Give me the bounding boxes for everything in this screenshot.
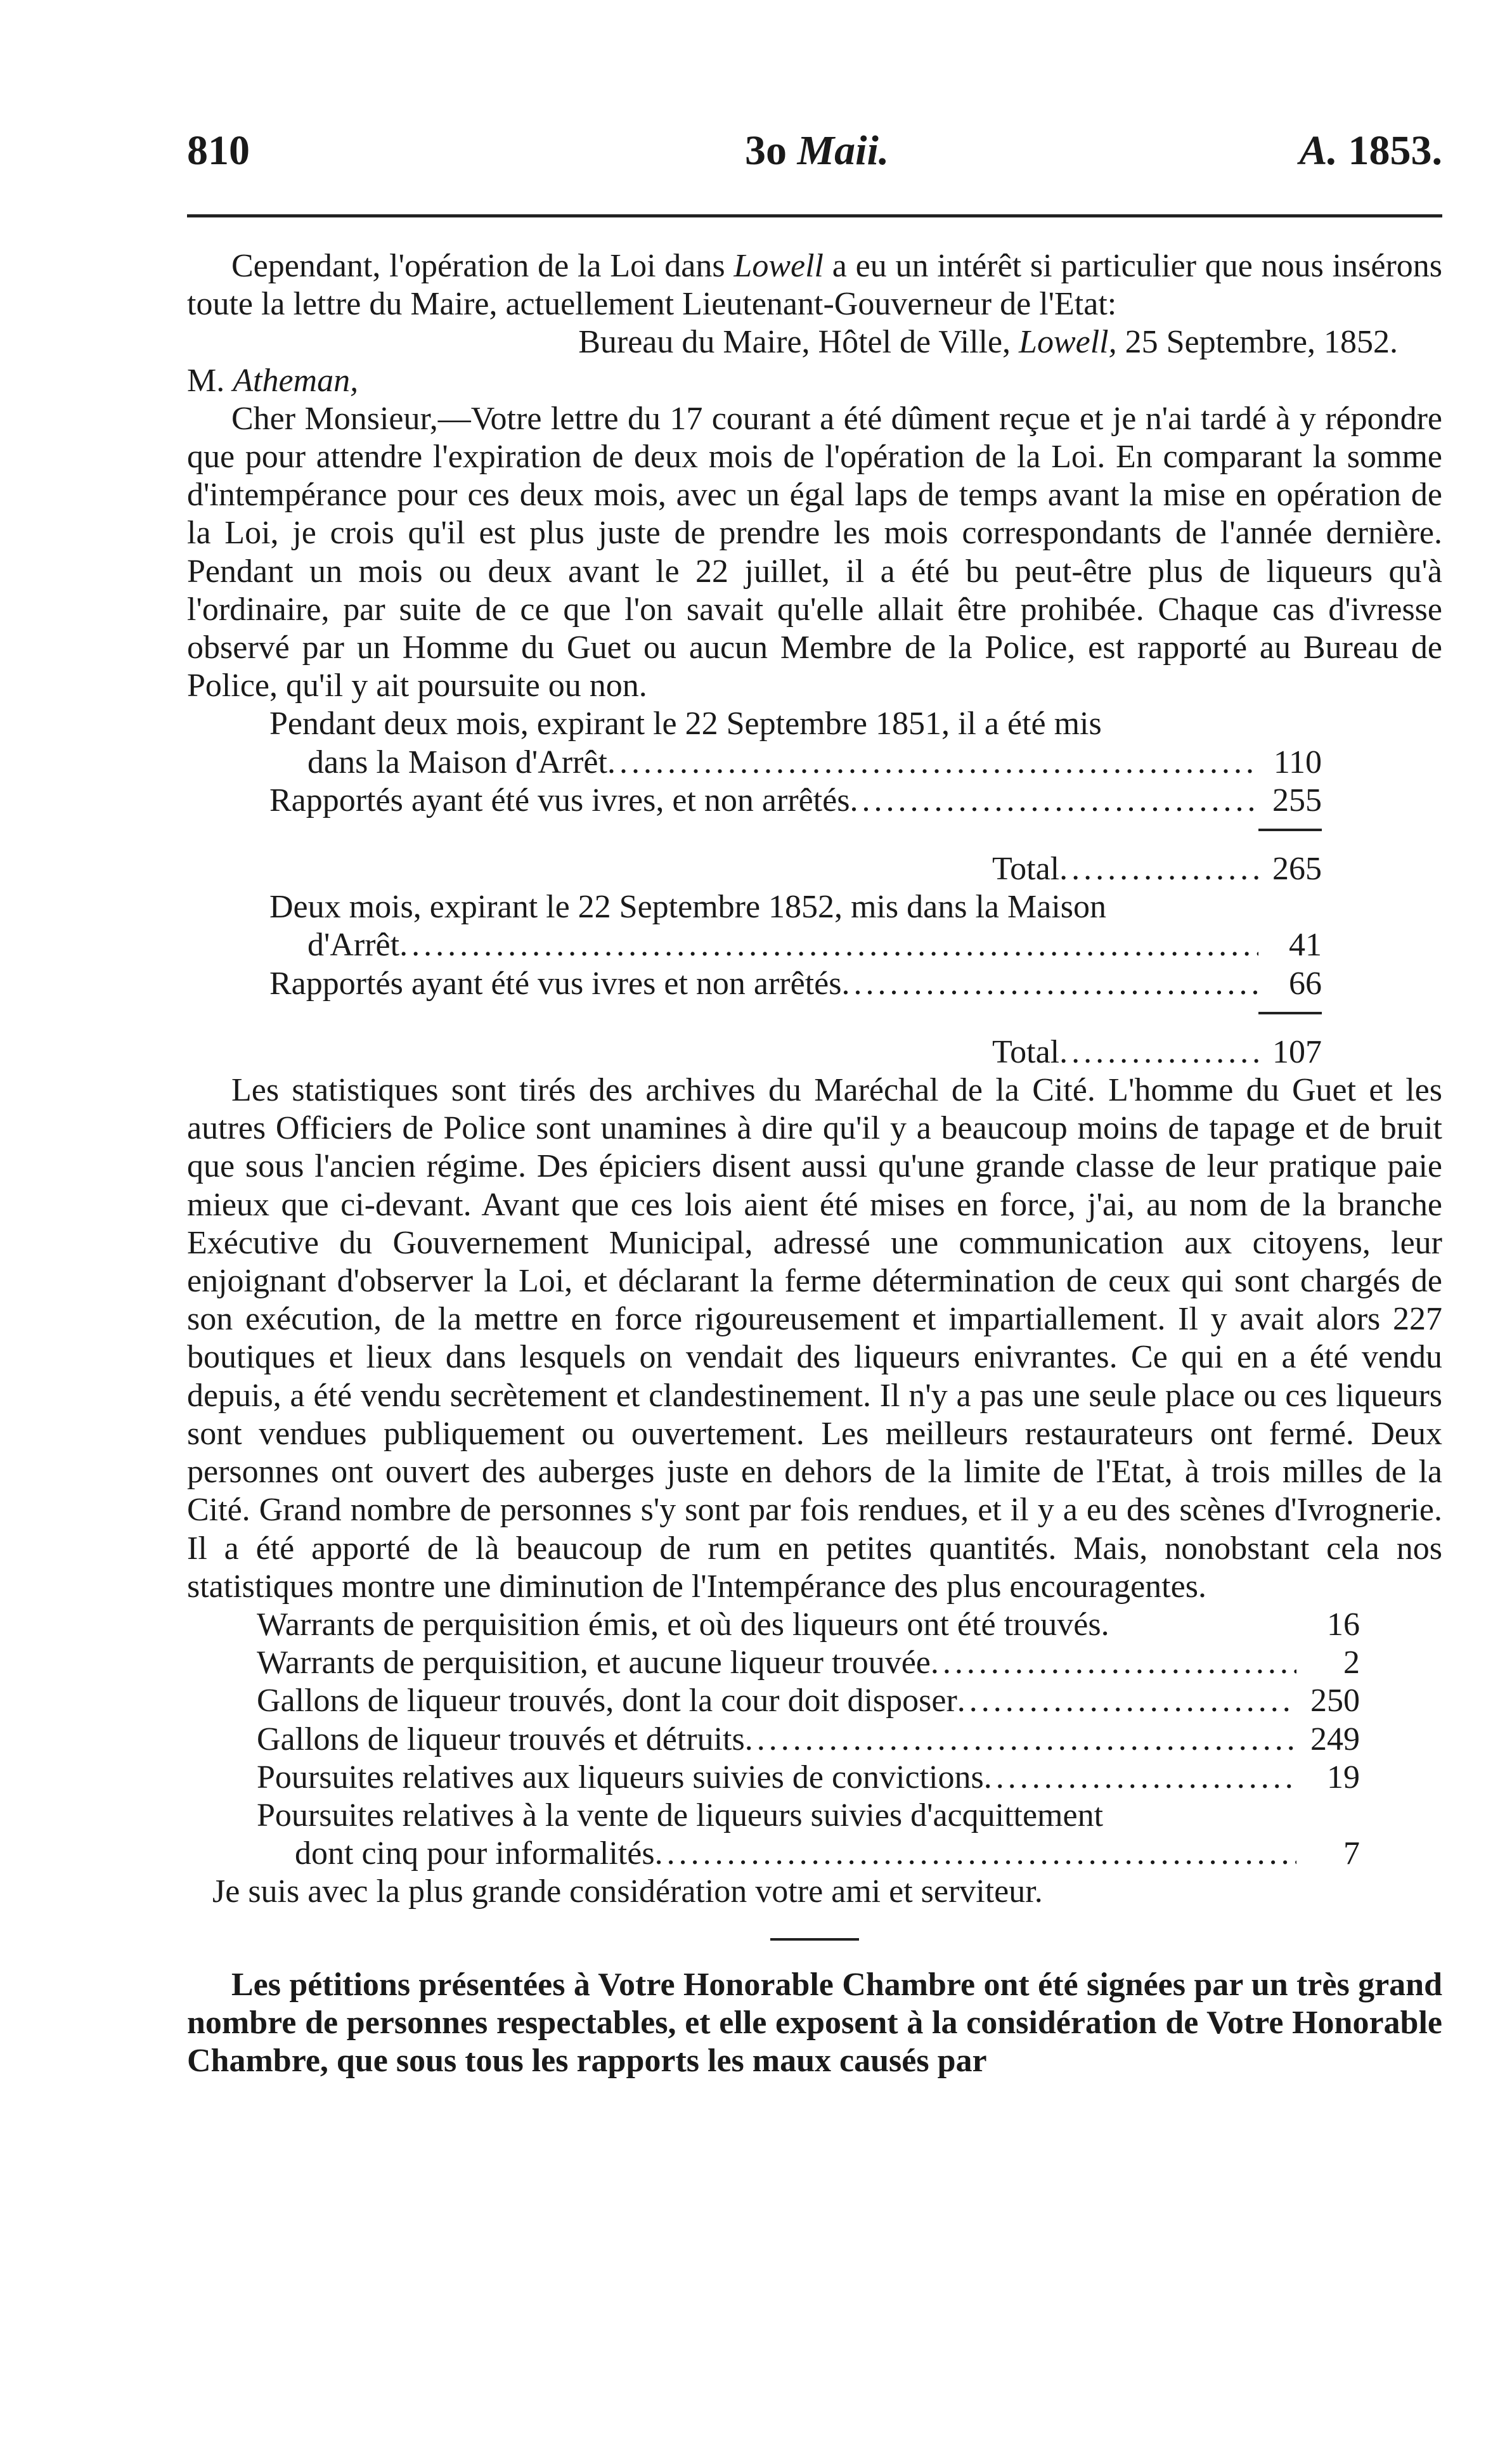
acquittal-line-2: dont cinq pour informalités <box>295 1835 655 1872</box>
header-month: Maii. <box>797 127 889 174</box>
stats-1851-reported-row <box>269 782 1322 820</box>
letter-body-1: Cher Monsieur,—Votre lettre du 17 courant a été dûment reçue et je n'ai tardé à y répondre que pour attendre l'expiration de deux mois de l'opération de la Loi. En comparant la somme d'intempérance pour ces deux mois, avec un égal laps de temps avant la mise en opération de la Loi, je crois qu'il est plus juste de prendre les mois correspondants de l'année dernière. Pendant un mois ou deux avant le 22 juillet, il a été bu peut-être plus de liqueurs qu'à l'ordinaire, par suite de ce que l'on savait qu'elle allait être prohibée. Chaque cas d'ivresse observé par un Homme du Guet ou aucun Membre de la Police, est rapporté au Bureau de Police, qu'il y ait poursuite ou non. <box>187 400 1442 704</box>
addressee-name: Atheman, <box>233 362 359 399</box>
leader-dots <box>984 1759 1296 1797</box>
warrant-row <box>257 1606 1360 1644</box>
stats-1851-reported-value: 255 <box>1272 782 1322 818</box>
warrant-value: 250 <box>1310 1683 1360 1719</box>
warrant-label: Poursuites relatives aux liqueurs suivies de convictions <box>257 1759 984 1795</box>
running-header <box>187 127 1442 178</box>
stats-1852-heading: Deux mois, expirant le 22 Septembre 1852, mis dans la Maison <box>269 889 1107 926</box>
section-divider <box>770 1938 859 1941</box>
intro-paragraph <box>187 247 1442 323</box>
sum-rule <box>1258 829 1322 831</box>
intro-before-city: Cependant, l'opération de la Loi dans <box>231 248 734 284</box>
header-date <box>745 127 889 175</box>
warrant-label: Warrants de perquisition émis, et où des liqueurs ont été trouvés. <box>257 1606 1109 1643</box>
stats-1852-reported-label: Rapportés ayant été vus ivres et non arrêtés <box>269 965 842 1002</box>
leader-dots <box>1059 850 1258 888</box>
dateline-before: Bureau du Maire, Hôtel de Ville, <box>578 324 1019 361</box>
leader-dots <box>655 1835 1296 1873</box>
stats-1851-total-row <box>269 850 1322 888</box>
leader-dots <box>1059 1033 1258 1071</box>
header-year <box>1299 127 1442 175</box>
warrant-row <box>257 1721 1360 1759</box>
stats-1852-jail-row <box>269 926 1322 964</box>
stats-1852-reported-row <box>269 965 1322 1003</box>
warrant-stats <box>257 1606 1360 1873</box>
leader-dots <box>957 1682 1296 1720</box>
leader-dots <box>607 744 1258 782</box>
stats-1851-jail-row <box>269 744 1322 782</box>
stats-1851-reported-label: Rapportés ayant été vus ivres, et non arrêtés <box>269 782 850 818</box>
warrant-label: Gallons de liqueur trouvés et détruits <box>257 1721 745 1757</box>
page-number: 810 <box>187 127 250 174</box>
stats-1852-total-row <box>269 1033 1322 1071</box>
dateline-city: Lowell, <box>1019 324 1117 361</box>
letter-addressee <box>187 362 1442 400</box>
header-year-prefix: A. <box>1299 127 1338 174</box>
intro-after-city: a eu un intérêt si particulier que nous insérons toute la lettre du Maire, actuellement Lieutenant-Gouverneur de l'Etat: <box>187 248 1442 323</box>
header-year-value: 1853. <box>1348 127 1442 174</box>
sum-rule <box>1258 1012 1322 1014</box>
stats-1852-jail-label: d'Arrêt <box>307 927 400 964</box>
addressee-prefix: M. <box>187 362 233 399</box>
leader-dots <box>745 1721 1296 1759</box>
leader-dots <box>931 1644 1296 1682</box>
stats-1851-jail-label: dans la Maison d'Arrêt <box>307 744 607 780</box>
acquittal-line-1: Poursuites relatives à la vente de liqueurs suivies d'acquittement <box>257 1797 1104 1833</box>
warrant-label: Warrants de perquisition, et aucune liqueur trouvée <box>257 1645 931 1681</box>
warrant-row <box>257 1644 1360 1682</box>
stats-1851 <box>269 705 1322 888</box>
stats-1852 <box>269 888 1322 1071</box>
warrant-value: 16 <box>1327 1606 1360 1643</box>
header-rule <box>187 214 1442 217</box>
stats-1851-total-value: 265 <box>1272 851 1322 888</box>
stats-1851-total-label: Total <box>992 851 1060 888</box>
header-day: 3o <box>745 127 787 174</box>
stats-1852-jail-value: 41 <box>1289 927 1322 964</box>
leader-dots <box>850 782 1258 820</box>
warrant-label: Gallons de liqueur trouvés, dont la cour doit disposer <box>257 1683 957 1719</box>
warrant-value: 19 <box>1327 1759 1360 1795</box>
warrant-row <box>257 1682 1360 1720</box>
letter-closing: Je suis avec la plus grande considération votre ami et serviteur. <box>212 1873 1043 1910</box>
letter-body-2: Les statistiques sont tirés des archives du Maréchal de la Cité. L'homme du Guet et les autres Officiers de Police sont unamines à dire qu'il y a beaucoup moins de tapage et de bruit que sous l'ancien régime. Des épiciers disent aussi qu'une grande classe de leur pratique paie mieux que ci-devant. Avant que ces lois aient été mises en force, j'ai, au nom de la branche Exécutive du Gouvernement Municipal, adressé une communication aux citoyens, leur enjoignant d'observer la Loi, et déclarant la ferme détermination de ceux qui sont chargés de son exécution, de la mettre en force rigoureusement et impartiallement. Il y avait alors 227 boutiques et lieux dans lesquels on vendait des liqueurs enivrantes. Ce qui en a été vendu depuis, a été vendu secrètement et clandestinement. Il n'y a pas une seule place ou ces liqueurs sont vendues publiquement ou ouvertement. Les meilleurs restaurateurs ont fermé. Deux personnes ont ouvert des auberges juste en dehors de la limite de l'Etat, à trois milles de la Cité. Grand nombre de personnes s'y sont par fois rendues, et il y a eu des scènes d'Ivrognerie. Il a été apporté de là beaucoup de rum en petites quantités. Mais, nonobstant cela nos statistiques montre une diminution de l'Intempérance des plus encouragentes. <box>187 1072 1442 1605</box>
stats-1852-reported-value: 66 <box>1289 965 1322 1002</box>
warrant-row <box>257 1759 1360 1797</box>
stats-1852-total-label: Total <box>992 1033 1060 1070</box>
acquittal-row <box>257 1835 1360 1873</box>
warrant-value: 2 <box>1343 1645 1360 1681</box>
petition-paragraph: Les pétitions présentées à Votre Honorable Chambre ont été signées par un très grand nombre de personnes respectables, et elle exposent à la considération de Votre Honorable Chambre, que sous tous les rapports les maux causés par <box>187 1966 1442 2079</box>
leader-dots <box>399 926 1258 964</box>
leader-dots <box>841 965 1258 1003</box>
stats-1851-heading: Pendant deux mois, expirant le 22 Septembre 1851, il a été mis <box>269 706 1102 742</box>
stats-1852-total-value: 107 <box>1272 1033 1322 1070</box>
dateline-after: 25 Septembre, 1852. <box>1116 324 1398 361</box>
main-text <box>187 247 1442 2080</box>
intro-city: Lowell <box>733 248 824 284</box>
letter-dateline <box>187 323 1442 361</box>
warrant-value: 249 <box>1310 1721 1360 1757</box>
acquittal-value: 7 <box>1343 1835 1360 1872</box>
stats-1851-jail-value: 110 <box>1273 744 1322 780</box>
